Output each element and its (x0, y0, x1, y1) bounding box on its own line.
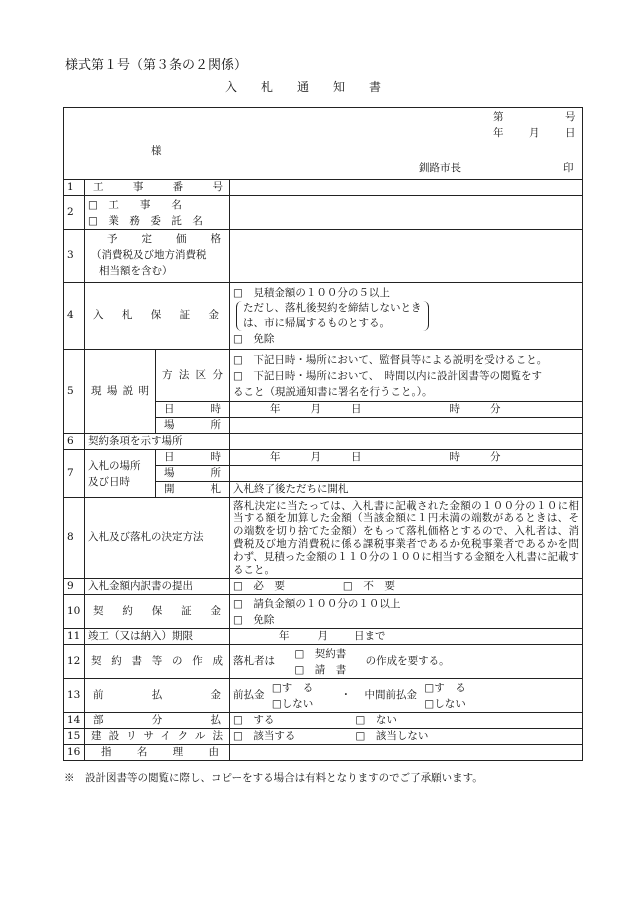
bid-datetime-value[interactable]: 年 月 日 時 分 (230, 450, 583, 466)
construction-recycling-label: 建設リサイクル法 (85, 729, 230, 745)
bid-deposit-value (230, 283, 583, 350)
row-award-method (64, 498, 583, 579)
row-number: 8 (64, 498, 85, 579)
form-label: 様式第１号（第３条の２関係） (65, 58, 248, 73)
interim-advance-option-yes[interactable]: □す る (424, 681, 466, 694)
contract-deposit-option-exempt[interactable]: □ 免除 (233, 613, 275, 626)
advance-payment-label: 前払金 (85, 679, 230, 713)
method-category-label: 方法区分 (156, 350, 230, 402)
award-method-label: 入札及び落札の決定方法 (85, 498, 230, 579)
row-estimated-price (64, 230, 583, 283)
row-project-name (64, 196, 583, 230)
footnote: ※ 設計図書等の閲覧に際し、コピーをする場合は有料となりますのでご了承願います。 (64, 772, 483, 784)
date-day-label: 日 (565, 127, 576, 139)
row-construction-recycling (64, 729, 583, 745)
row-breakdown-submission (64, 579, 583, 595)
contract-document-option-contract[interactable]: □ 契約書 (294, 647, 347, 660)
row-number: 9 (64, 579, 85, 595)
contract-deposit-option-percentage[interactable]: □ 請負金額の１００分の１０以上 (233, 597, 401, 610)
nomination-reason-label: 指名理由 (85, 745, 230, 761)
row-number: 4 (64, 283, 85, 350)
row-bid-deposit (64, 283, 583, 350)
estimated-price-note-line2: 相当額を含む） (99, 264, 173, 277)
interim-advance-option-no[interactable]: □しない (424, 697, 466, 710)
header-cell (64, 108, 583, 180)
breakdown-submission-label: 入札金額内訳書の提出 (85, 579, 230, 595)
breakdown-required-option[interactable]: □ 必 要 (233, 579, 285, 592)
briefing-option-supervisor[interactable]: □ 下記日時・場所において、監督員等による説明を受けること。 (233, 353, 548, 366)
addressee-suffix: 様 (151, 145, 162, 157)
recycling-not-applicable-option[interactable]: □ 該当しない (355, 729, 429, 742)
number-go: 号 (565, 111, 576, 123)
seal-mark: 印 (563, 162, 574, 174)
briefing-option-document-review[interactable]: □ 下記日時・場所において、 時間以内に設計図書等の閲覧をす (233, 369, 542, 382)
advance-payment-option-no[interactable]: □しない (271, 697, 314, 710)
construction-recycling-value (230, 729, 583, 745)
award-method-text: 落札決定に当たっては、入札書に記載された金額の１００分の１０に相当する額を加算した金額（当該金額に１円未満の端数があるときは、その端数を切り捨てた金額）をもって落札価格とするので、入札者は、消費税及び地方消費税に係る課税事業者であるか免税事業者であるかを問わず、見積った金額の１１０分の１００に相当する金額を入札書に記載すること。 (230, 498, 583, 579)
date-year-label: 年 (493, 127, 504, 139)
row-number: 6 (64, 434, 85, 450)
notice-table (63, 107, 583, 761)
estimated-price-label: 予定価格 （消費税及び地方消費税 相当額を含む） (85, 230, 230, 283)
header-block (64, 108, 583, 180)
row-nomination-reason (64, 745, 583, 761)
bid-place-label: 場所 (156, 466, 230, 482)
row-number: 13 (64, 679, 85, 713)
advance-payment-value: 前払金 □す る □しない ・ 中間前払金 □す る □しない (230, 679, 583, 713)
site-briefing-label: 現場説明 (85, 350, 156, 434)
bid-place-value[interactable] (230, 466, 583, 482)
bid-datetime-label: 日時 (156, 450, 230, 466)
briefing-datetime-label: 日時 (156, 402, 230, 418)
row-number: 3 (64, 230, 85, 283)
briefing-place-value[interactable] (230, 418, 583, 434)
date-month-label: 月 (529, 127, 540, 139)
row-number: 7 (64, 450, 85, 498)
partial-payment-label: 部分払 (85, 713, 230, 729)
nomination-reason-value[interactable] (230, 745, 583, 761)
contract-deposit-value (230, 595, 583, 629)
row-number: 10 (64, 595, 85, 629)
contract-document-value: 落札者は □ 契約書 □ 請 書 の作成を要する。 (230, 645, 583, 679)
row-number: 12 (64, 645, 85, 679)
briefing-datetime-value[interactable]: 年 月 日 時 分 (230, 402, 583, 418)
contract-document-label: 契約書等の作成 (85, 645, 230, 679)
row-contract-deposit (64, 595, 583, 629)
row-contract-document (64, 645, 583, 679)
row-contract-terms-place (64, 434, 583, 450)
document-title: 入札通知書 (224, 80, 405, 94)
row-partial-payment (64, 713, 583, 729)
bid-deposit-option-exempt[interactable]: □ 免除 (233, 333, 275, 345)
project-name-value[interactable] (230, 196, 583, 230)
advance-payment-option-yes[interactable]: □す る (271, 681, 314, 694)
row-number: 14 (64, 713, 85, 729)
bid-opening-value: 入札終了後ただちに開札 (230, 482, 583, 498)
row-site-briefing-method (64, 350, 583, 402)
construction-name-option[interactable]: □ 工 事 名 (88, 198, 182, 211)
bid-deposit-option-percentage[interactable]: □ 見積金額の１００分の５以上 (233, 287, 390, 299)
construction-number-value[interactable] (230, 180, 583, 196)
bid-opening-label: 開札 (156, 482, 230, 498)
completion-deadline-value[interactable]: 年 月 日まで (230, 629, 583, 645)
contract-document-option-acceptance[interactable]: □ 請 書 (294, 663, 347, 676)
row-number: 5 (64, 350, 85, 434)
partial-payment-option-no[interactable]: □ ない (355, 713, 397, 726)
breakdown-not-required-option[interactable]: □ 不 要 (342, 579, 395, 592)
bid-deposit-forfeit-note: ただし、落札後契約を締結しないとき は、市に帰属するものとする。 (236, 301, 429, 331)
consignment-name-option[interactable]: □ 業 務 委 託 名 (88, 214, 203, 227)
method-category-value (230, 350, 583, 402)
construction-number-label: 工事番号 (85, 180, 230, 196)
row-bid-datetime (64, 450, 583, 466)
contract-deposit-label: 契約保証金 (85, 595, 230, 629)
issuer: 釧路市長 (419, 162, 461, 174)
row-number: 2 (64, 196, 85, 230)
breakdown-submission-value (230, 579, 583, 595)
estimated-price-value[interactable] (230, 230, 583, 283)
bid-place-datetime-label: 入札の場所 及び日時 (85, 450, 156, 498)
recycling-applicable-option[interactable]: □ 該当する (233, 729, 296, 742)
project-name-label (85, 196, 230, 230)
briefing-place-label: 場所 (156, 418, 230, 434)
row-number: 11 (64, 629, 85, 645)
partial-payment-option-yes[interactable]: □ する (233, 713, 275, 726)
contract-terms-place-label: 契約条項を示す場所 (85, 434, 230, 450)
row-number: 16 (64, 745, 85, 761)
bid-deposit-label: 入札保証金 (85, 283, 230, 350)
briefing-option-document-review-cont: ること（現説通知書に署名を行うこと。）。 (233, 385, 433, 398)
partial-payment-value (230, 713, 583, 729)
estimated-price-note-line1: （消費税及び地方消費税 (91, 248, 207, 261)
row-number: 15 (64, 729, 85, 745)
row-construction-number (64, 180, 583, 196)
completion-deadline-label: 竣工（又は納入）期限 (85, 629, 230, 645)
row-advance-payment (64, 679, 583, 713)
contract-terms-place-value[interactable] (230, 434, 583, 450)
row-completion-deadline (64, 629, 583, 645)
row-number: 1 (64, 180, 85, 196)
number-dai: 第 (493, 111, 504, 123)
